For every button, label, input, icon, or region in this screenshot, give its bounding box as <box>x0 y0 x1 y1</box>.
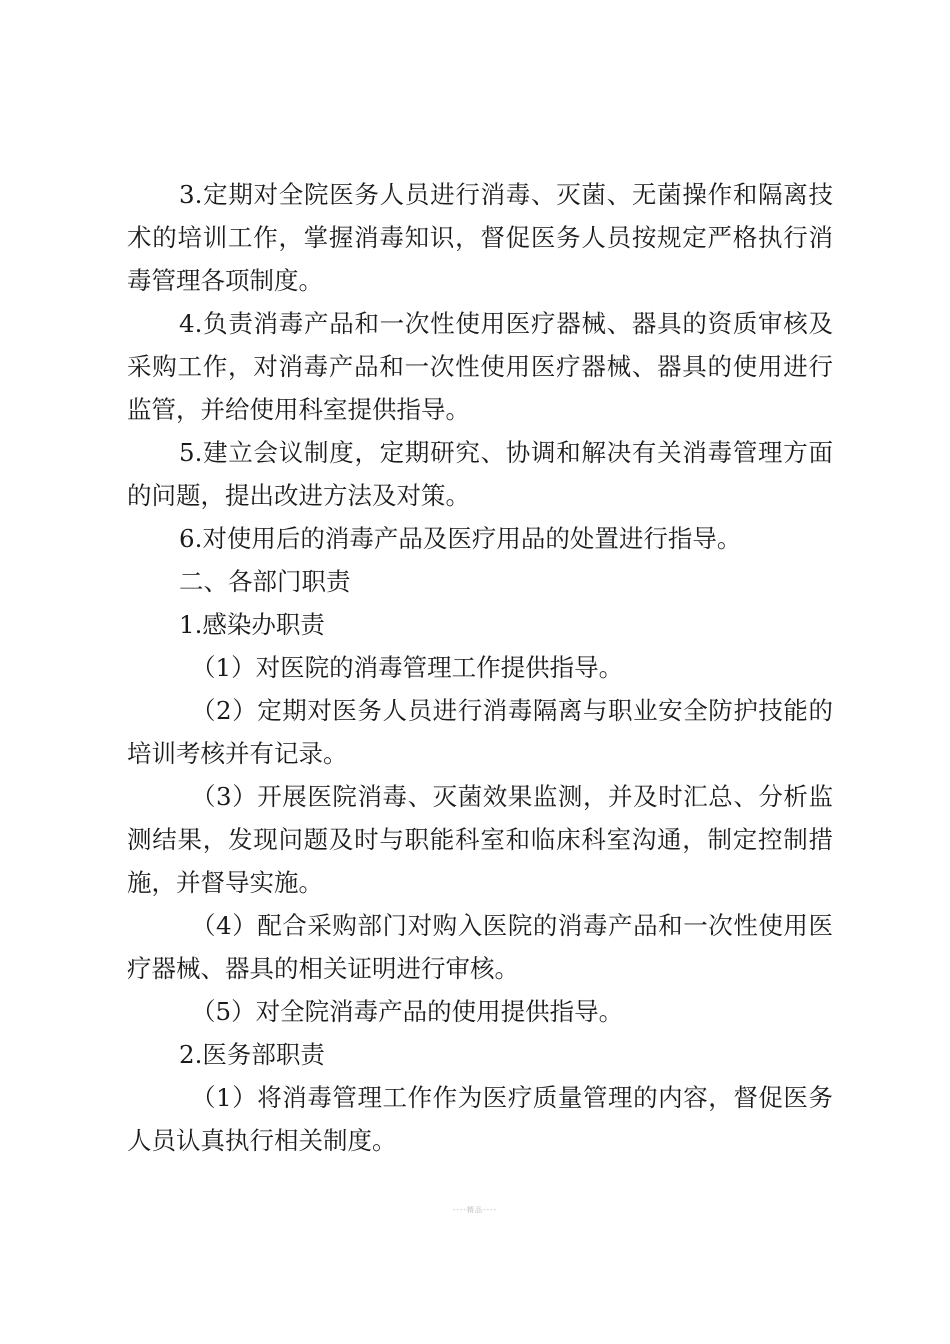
paragraph-training: 3.定期对全院医务人员进行消毒、灭菌、无菌操作和隔离技术的培训工作，掌握消毒知识，督促医务人员按规定严格执行消毒管理各项制度。 <box>127 180 833 295</box>
list-item: （3）开展医院消毒、灭菌效果监测，并及时汇总、分析监测结果，发现问题及时与职能科室和临床科室沟通，制定控制措施，并督导实施。 <box>127 782 833 897</box>
list-item: （1）对医院的消毒管理工作提供指导。 <box>191 653 624 682</box>
paragraph-meeting-system: 5.建立会议制度，定期研究、协调和解决有关消毒管理方面的问题，提出改进方法及对策。 <box>127 438 833 510</box>
list-item: （1）将消毒管理工作作为医疗质量管理的内容，督促医务人员认真执行相关制度。 <box>127 1083 833 1155</box>
list-item: （5）对全院消毒产品的使用提供指导。 <box>191 997 624 1026</box>
list-item: （4）配合采购部门对购入医院的消毒产品和一次性使用医疗器械、器具的相关证明进行审核。 <box>127 911 833 983</box>
paragraph-disposal-guidance: 6.对使用后的消毒产品及医疗用品的处置进行指导。 <box>179 524 742 553</box>
paragraph-procurement: 4.负责消毒产品和一次性使用医疗器械、器具的资质审核及采购工作，对消毒产品和一次性使用医疗器械、器具的使用进行监管，并给使用科室提供指导。 <box>127 309 833 424</box>
section-heading-department-duties: 二、各部门职责 <box>179 567 351 596</box>
subsection-heading-infection-office: 1.感染办职责 <box>179 610 325 639</box>
list-item: （2）定期对医务人员进行消毒隔离与职业安全防护技能的培训考核并有记录。 <box>127 696 833 768</box>
page-footer-mark: ----精品---- <box>452 1206 498 1214</box>
subsection-heading-medical-department: 2.医务部职责 <box>179 1040 325 1069</box>
document-body <box>127 173 833 1162</box>
